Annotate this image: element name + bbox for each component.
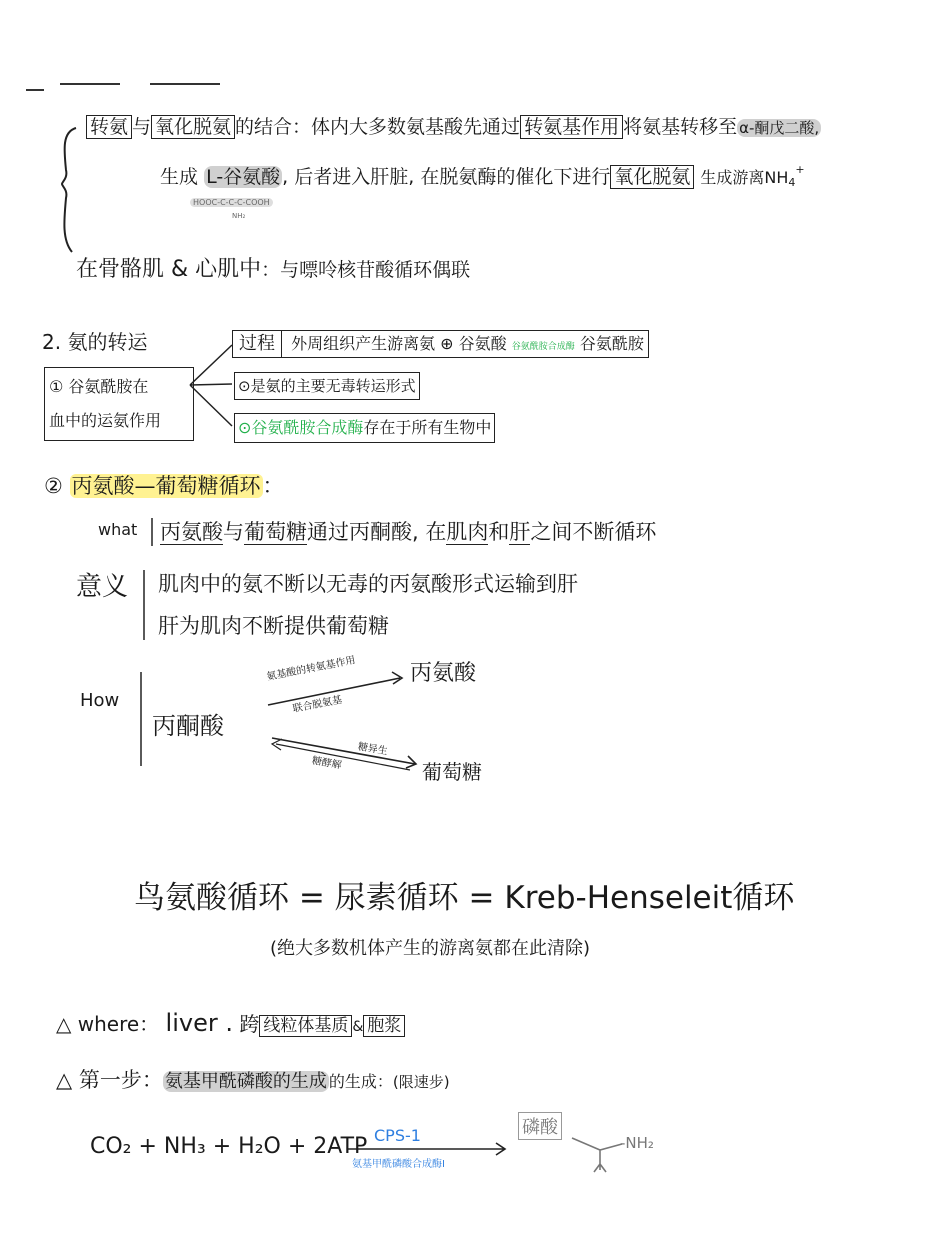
- point2-rest: 存在于所有生物中: [363, 418, 492, 437]
- alanine-product: 丙氨酸: [410, 661, 477, 686]
- section1-line2: [160, 162, 805, 189]
- glucose-product: 葡萄糖: [422, 760, 482, 784]
- glutamine-label-line1: ① 谷氨酰胺在: [49, 377, 149, 396]
- process-enzyme: 谷氨酰胺合成酶: [511, 342, 575, 352]
- cytosol-box: 胞浆: [363, 1015, 405, 1037]
- urea-cycle-title: 鸟氨酸循环 = 尿素循环 = Kreb-Henseleit循环: [134, 880, 795, 916]
- product-phosphate-box: 磷酸: [518, 1112, 562, 1140]
- cropped-heading-strokes: [26, 84, 220, 90]
- arrow2-top-label: 糖异生: [356, 741, 389, 758]
- step1-label: △ 第一步：: [56, 1068, 163, 1092]
- step1-text: 氨基甲酰磷酸的生成: [164, 1071, 327, 1092]
- step1-line: [56, 1064, 450, 1094]
- transamination-action-box: 转氨基作用: [520, 115, 623, 139]
- what-via: 通过丙酮酸, 在: [307, 520, 447, 544]
- what-liver: 肝: [509, 520, 531, 544]
- section1-line1: [86, 112, 821, 139]
- how-label: How: [80, 690, 120, 711]
- purine-cycle-text: ：与嘌呤核苷酸循环偶联: [261, 259, 471, 281]
- urea-cycle-subtitle: (绝大多数机体产生的游离氨都在此清除): [270, 938, 591, 959]
- item1-branch-lines: [190, 345, 232, 426]
- ammonium-subscript: 4: [788, 176, 796, 189]
- what-glucose: 葡萄糖: [244, 520, 307, 544]
- line1-text1: 的结合：体内大多数氨基酸先通过: [235, 116, 521, 138]
- process-label: 过程: [233, 331, 282, 357]
- arrow2-bottom-label: 糖酵解: [310, 755, 343, 772]
- muscle-label: 在骨骼肌 & 心肌中: [76, 257, 262, 282]
- point1-box: ⊙是氨的主要无毒转运形式: [234, 372, 420, 400]
- alanine-glucose-cycle: 丙氨酸—葡萄糖循环: [71, 474, 261, 498]
- alpha-ketoglutarate: α-酮戊二酸,: [739, 119, 820, 137]
- section1-line3: [76, 252, 470, 283]
- line1-text2: 将氨基转移至: [623, 116, 738, 138]
- where-line: [56, 1008, 405, 1037]
- mito-matrix-box: 线粒体基质: [259, 1015, 352, 1037]
- arrow1-top-label: 氨基酸的转氨基作用: [265, 655, 357, 683]
- product-bond-lines: [572, 1138, 622, 1172]
- free-ammonium: 生成游离NH: [700, 168, 789, 187]
- what-text: [160, 516, 656, 546]
- ammonium-charge: +: [795, 163, 805, 176]
- what-muscle: 肌肉: [446, 520, 489, 544]
- meaning-line1: 肌肉中的氨不断以无毒的丙氨酸形式运输到肝: [158, 572, 578, 596]
- glutamate-structure: HOOC-C-C-C-COOH: [190, 198, 273, 207]
- meaning-line2: 肝为肌肉不断提供葡萄糖: [158, 614, 389, 638]
- enzyme-full-name: 氨基甲酰磷酸合成酶Ⅰ: [352, 1159, 445, 1170]
- process-box: [232, 330, 649, 358]
- oxidative-deamination-box: 氧化脱氨: [151, 115, 235, 139]
- section1-brace: [62, 128, 76, 252]
- conj-text: 与: [132, 116, 152, 138]
- what-cycle: 之间不断循环: [530, 520, 657, 544]
- enzyme-name: CPS-1: [374, 1126, 421, 1145]
- pyruvate: 丙酮酸: [152, 712, 224, 740]
- item2-num: ②: [44, 474, 63, 498]
- what-label: what: [98, 520, 138, 539]
- point2-box: [234, 413, 495, 443]
- where-liver: liver .: [165, 1009, 233, 1037]
- l-glutamate: L-谷氨酸: [206, 166, 281, 188]
- glutamine-box: [44, 367, 194, 441]
- what-and: 与: [223, 520, 244, 544]
- arrow-to-glucose: [272, 738, 416, 768]
- product-amino-group: -NH₂: [620, 1134, 654, 1152]
- process-product: 谷氨酰胺: [579, 334, 644, 353]
- meaning-label: 意义: [76, 572, 129, 602]
- glutamine-label-line2: 血中的运氨作用: [49, 411, 162, 430]
- oxidative-deamination-box-2: 氧化脱氨: [610, 165, 694, 189]
- what-and2: 和: [488, 520, 510, 544]
- step1-note: (限速步): [392, 1073, 450, 1091]
- item2-heading: ② 丙氨酸—葡萄糖循环：: [44, 474, 284, 498]
- where-label: △ where：: [56, 1012, 160, 1036]
- step1-connector: 的生成：: [328, 1072, 393, 1091]
- arrow1-bottom-label: 联合脱氨基: [291, 694, 344, 715]
- transamination-box: 转氨: [86, 115, 132, 139]
- glutamine-synthetase-green: ⊙谷氨酰胺合成酶: [238, 418, 364, 437]
- where-across: 跨: [239, 1012, 260, 1036]
- glutamate-structure-nh2: NH₂: [232, 212, 246, 220]
- line2-text1: 生成: [160, 166, 199, 188]
- where-amp: &: [352, 1019, 364, 1035]
- process-text: 外周组织产生游离氨 ⊕ 谷氨酸: [291, 334, 507, 353]
- what-alanine: 丙氨酸: [160, 520, 223, 544]
- reaction-equation: CO₂ + NH₃ + H₂O + 2ATP: [90, 1134, 368, 1159]
- line2-text2: , 后者进入肝脏, 在脱氨酶的催化下进行: [282, 166, 611, 188]
- section2-heading: 2. 氨的转运: [42, 330, 148, 354]
- reaction-arrow: [348, 1143, 505, 1155]
